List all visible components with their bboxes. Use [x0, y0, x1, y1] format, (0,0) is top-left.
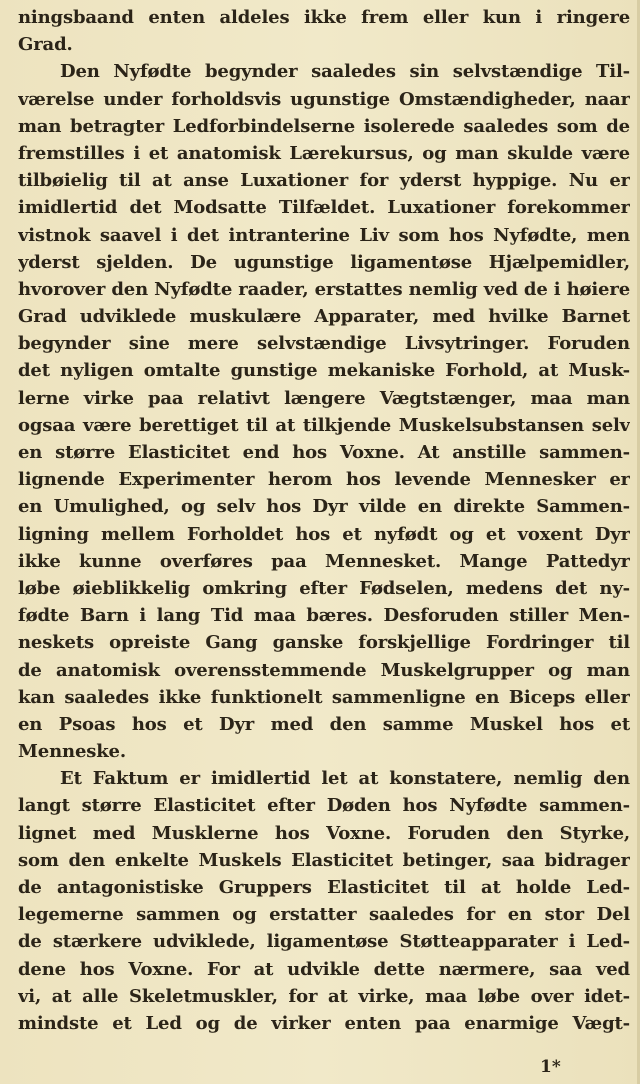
text-line: vistnok saavel i det intranterine Liv som hos Nyfødte, men — [18, 224, 630, 246]
text-line: fremstilles i et anatomisk Lærekursus, og man skulde være — [18, 142, 630, 164]
text-line: Grad. — [18, 34, 73, 56]
text-line: de anatomisk overensstemmende Muskelgrupper og man — [18, 659, 630, 681]
text-line: Den Nyfødte begynder saaledes sin selvstændige Til- — [60, 61, 630, 83]
text-line: dene hos Voxne. For at udvikle dette nærmere, saa ved — [18, 958, 630, 980]
text-line: kan saaledes ikke funktionelt sammenligne en Biceps eller — [18, 686, 630, 708]
text-line: de antagonistiske Gruppers Elasticitet til at holde Led- — [18, 877, 630, 898]
text-line: en Umulighed, og selv hos Dyr vilde en direkte Sammen- — [18, 496, 630, 518]
text-line: legemerne sammen og erstatter saaledes for en stor Del — [18, 904, 630, 926]
text-line: yderst sjelden. De ugunstige ligamentøse Hjælpemidler, — [18, 251, 630, 273]
text-line: hvorover den Nyfødte raader, erstattes nemlig ved de i høiere — [18, 278, 630, 300]
text-line: det nyligen omtalte gunstige mekaniske Forhold, at Musk- — [18, 360, 630, 382]
text-line: som den enkelte Muskels Elasticitet betinger, saa bidrager — [18, 849, 630, 871]
text-line: fødte Barn i lang Tid maa bæres. Desforuden stiller Men- — [18, 605, 630, 627]
signature-mark: 1* — [540, 1057, 561, 1077]
text-line: en Psoas hos et Dyr med den samme Muskel hos et — [18, 713, 630, 735]
text-line: løbe øieblikkelig omkring efter Fødselen, medens det ny- — [18, 577, 630, 599]
text-line: ningsbaand enten aldeles ikke frem eller kun i ringere — [18, 7, 630, 28]
text-line: en større Elasticitet end hos Voxne. At anstille sammen- — [18, 442, 630, 463]
text-line: Menneske. — [18, 741, 126, 763]
text-line: lerne virke paa relativt længere Vægtstænger, maa man — [18, 387, 630, 409]
text-line: neskets opreiste Gang ganske forskjellige Fordringer til — [18, 632, 630, 654]
text-line: Et Faktum er imidlertid let at konstatere, nemlig den — [60, 768, 630, 790]
text-line: de stærkere udviklede, ligamentøse Støtteapparater i Led- — [18, 931, 630, 953]
text-line: imidlertid det Modsatte Tilfældet. Luxationer forekommer — [18, 197, 630, 219]
text-line: lignende Experimenter herom hos levende Mennesker er — [18, 469, 630, 491]
text-line: langt større Elasticitet efter Døden hos Nyfødte sammen- — [18, 795, 630, 817]
text-line: Grad udviklede muskulære Apparater, med hvilke Barnet — [18, 306, 630, 328]
text-line: ogsaa være berettiget til at tilkjende Muskelsubstansen selv — [18, 414, 630, 436]
text-line: man betragter Ledforbindelserne isolerede saaledes som de — [18, 115, 630, 137]
text-line: mindste et Led og de virker enten paa enarmige Vægt- — [18, 1012, 630, 1034]
text-line: ligning mellem Forholdet hos et nyfødt og et voxent Dyr — [18, 523, 630, 545]
text-line: lignet med Musklerne hos Voxne. Foruden den Styrke, — [18, 822, 630, 844]
text-line: begynder sine mere selvstændige Livsytringer. Foruden — [18, 333, 630, 355]
text-line: værelse under forholdsvis ugunstige Omstændigheder, naar — [18, 88, 630, 110]
page-text — [18, 4, 630, 1037]
text-line: ikke kunne overføres paa Mennesket. Mange Pattedyr — [18, 550, 630, 572]
text-line: tilbøielig til at anse Luxationer for yderst hyppige. Nu er — [18, 170, 630, 192]
text-line: vi, at alle Skeletmuskler, for at virke, maa løbe over idet- — [18, 985, 630, 1007]
